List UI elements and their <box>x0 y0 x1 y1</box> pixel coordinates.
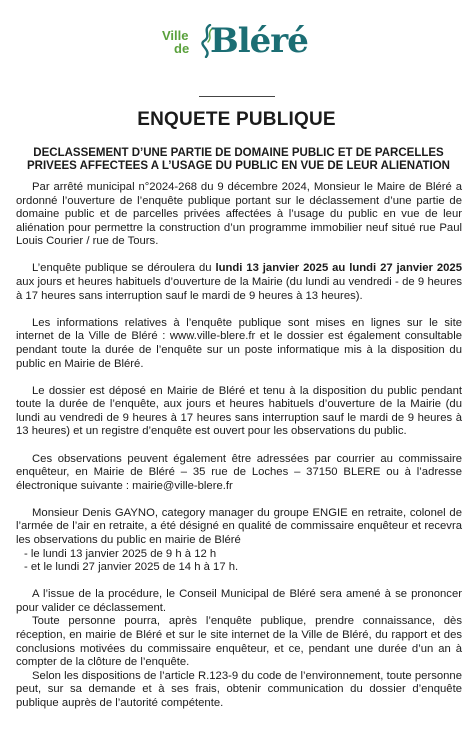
ville-de-blere-logo <box>160 18 320 78</box>
paragraph-conseil: A l’issue de la procédure, le Conseil Municipal de Bléré sera amené à se prononcer pour valider ce déclassement. <box>16 588 462 614</box>
page-subtitle <box>16 147 461 173</box>
paragraph-commissaire: Monsieur Denis GAYNO, category manager du groupe ENGIE en retraite, colonel de l’armée de l’air en retraite, a été désigné en qualité de commissaire enquêteur et recevra les observations du public en mairie de Bléré <box>16 506 462 546</box>
logo-blere-text: Bléré <box>210 21 308 61</box>
paragraph-informations: Les informations relatives à l’enquête publique sont mises en lignes sur le site internet de la Ville de Bléré : www.ville-blere.fr et le dossier est également consultable pendant toute la durée de l’enquête sur un poste informatique mis à la disposition du public en Mairie de Bléré. <box>16 316 462 370</box>
page-title: ENQUETE PUBLIQUE <box>137 109 336 130</box>
dates-bold: lundi 13 janvier 2025 au lundi 27 janvier 2025 <box>215 262 462 275</box>
notice-body <box>16 181 462 711</box>
paragraph-dispositions: Selon les dispositions de l’article R.123-9 du code de l’environnement, toute personne peut, sur sa demande et à ses frais, obtenir communication du dossier d’enquête publique auprès de l’autorité compétente. <box>16 669 462 709</box>
paragraph-rapport: Toute personne pourra, après l’enquête publique, prendre connaissance, dès réception, en mairie de Bléré et sur le site internet de la Ville de Bléré, du rapport et des conclusions motivées du commissaire enquêteur, et ce, pendant une durée d’un an à compter de la clôture de l’enquête. <box>16 615 462 669</box>
paragraph-observations: Ces observations peuvent également être adressées par courrier au commissaire enquêteur, en Mairie de Bléré – 35 rue de Loches – 37150 BLERE ou à l’adresse électronique suivante : mairie@ville-blere.fr <box>16 452 462 492</box>
dates-text-before: L’enquête publique se déroulera du <box>32 262 216 275</box>
logo-de-text: de <box>174 41 190 56</box>
subtitle-line-1: DECLASSEMENT D’UNE PARTIE DE DOMAINE PUBLIC ET DE PARCELLES <box>33 147 444 159</box>
permanence-item-2: - et le lundi 27 janvier 2025 de 14 h à 17 h. <box>24 561 239 574</box>
subtitle-line-2: PRIVEES AFFECTEES A L’USAGE DU PUBLIC EN VUE DE LEUR ALIENATION <box>27 160 450 172</box>
permanence-item-1: - le lundi 13 janvier 2025 de 9 h à 12 h <box>24 547 217 560</box>
paragraph-dates <box>16 262 462 303</box>
title-divider <box>199 96 275 97</box>
paragraph-dossier: Le dossier est déposé en Mairie de Bléré et tenu à la disposition du public pendant toute la durée de l’enquête, aux jours et heures habituels d’ouverture de la Mairie (du lundi au vendredi de 9 heures à 17 heures sans interruption sauf le mardi de 9 heures à 13 heures) et un registre d’enquête est ouvert pour les observations du public. <box>16 384 462 438</box>
paragraph-arrete: Par arrêté municipal n°2024-268 du 9 décembre 2024, Monsieur le Maire de Bléré a ordonné l’ouverture de l’enquête publique portant sur le déclassement d’une partie de domaine public et de parcelles privées affectées à l’usage du public en vue de leur aliénation pour permettre la construction d’un programme immobilier neuf situé rue Paul Louis Courier / rue de Tours. <box>16 181 462 248</box>
dates-text-after: aux jours et heures habituels d’ouverture de la Mairie (du lundi au vendredi - de 9 heures à 17 heures sans interruption sauf le mardi de 9 heures à 13 heures). <box>16 276 462 302</box>
logo-ville-text: Ville <box>162 28 189 43</box>
